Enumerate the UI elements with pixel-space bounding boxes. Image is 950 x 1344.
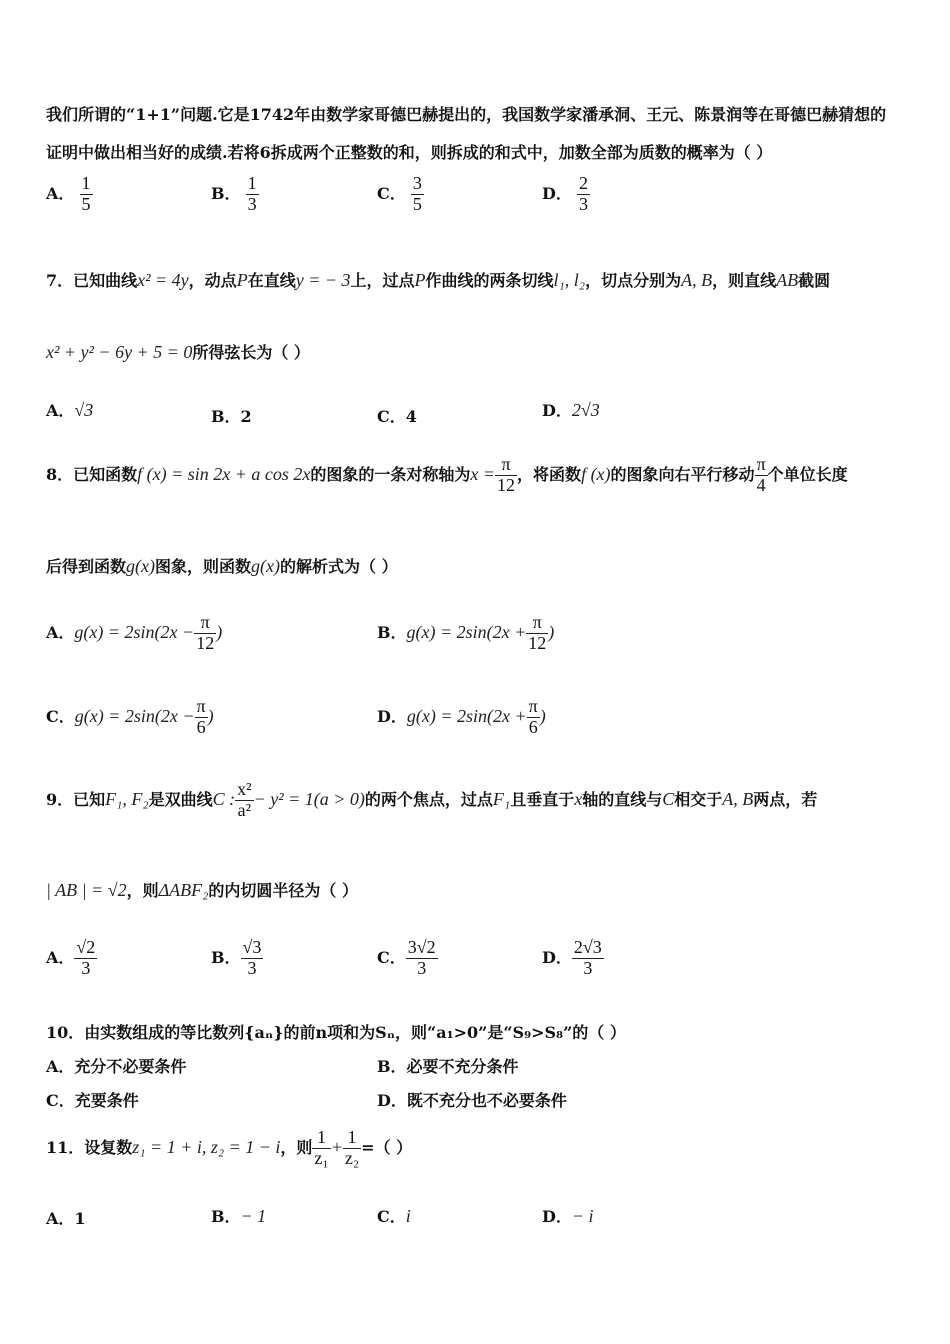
- q6-option-a[interactable]: [46, 174, 93, 215]
- fraction: $\frac{2√3}{3}$: [573, 937, 602, 978]
- q8-option-c[interactable]: C．g(x) = 2sin(2x − $\frac{\pi}{6}$ ): [46, 696, 214, 737]
- q11-option-c[interactable]: C．i: [377, 1206, 411, 1226]
- fraction: $\frac{\pi}{12}$: [497, 454, 516, 495]
- q10-option-a[interactable]: A．充分不必要条件: [46, 1057, 187, 1076]
- q8-stem-line1: 8．已知函数f (x) = sin 2x + a cos 2x的图象的一条对称轴为x = $\frac{\pi}{12}$ ，将函数f (x)的图象向右平行移动 $\frac{\pi}{4}$ 个单位长度: [46, 454, 848, 495]
- fraction: $\frac{1}{5}$: [81, 173, 91, 214]
- fraction: $\frac{1}{3}$: [247, 173, 257, 214]
- q9-option-a[interactable]: A． $\frac{√2}{3}$: [46, 937, 96, 978]
- q7-option-c[interactable]: C．4: [377, 407, 417, 426]
- q7-stem-line1: 7．已知曲线x² = 4y，动点P在直线y = − 3上，过点P作曲线的两条切线l₁, l₂，切点分别为A, B，则直线AB截圆: [46, 270, 831, 290]
- q9-option-c[interactable]: C． $\frac{3√2}{3}$: [377, 937, 436, 978]
- q9-option-d[interactable]: D． $\frac{2√3}{3}$: [542, 937, 602, 978]
- fraction: $\frac{1}{\text{z₁}}$: [314, 1127, 329, 1168]
- q6-option-c[interactable]: [377, 174, 424, 215]
- q8-stem-line2: 后得到函数g(x)图象，则函数g(x)的解析式为（ ）: [46, 556, 398, 576]
- option-label: A．: [46, 183, 75, 203]
- option-label: B．: [211, 183, 241, 203]
- q7-option-b[interactable]: B．2: [211, 407, 252, 426]
- q10-option-b[interactable]: B．必要不充分条件: [377, 1057, 519, 1076]
- q6-option-d[interactable]: [542, 174, 590, 215]
- q10-option-c[interactable]: C．充要条件: [46, 1091, 139, 1110]
- fraction: $\frac{\pi}{12}$: [196, 612, 215, 653]
- fraction: $\frac{\pi}{6}$: [528, 696, 538, 737]
- fraction: $\frac{√2}{3}$: [76, 937, 96, 978]
- fraction: $\frac{3√2}{3}$: [407, 937, 436, 978]
- q10-stem: 10．由实数组成的等比数列{aₙ}的前n项和为Sₙ，则“a₁>0”是“S₉>S₈”的（ ）: [46, 1023, 626, 1042]
- fraction: $\frac{2}{3}$: [578, 173, 588, 214]
- q8-option-b[interactable]: B．g(x) = 2sin(2x + $\frac{\pi}{12}$ ): [377, 612, 555, 653]
- q11-option-b[interactable]: B．− 1: [211, 1206, 267, 1226]
- q9-option-b[interactable]: B． $\frac{√3}{3}$: [211, 937, 262, 978]
- fraction: $\frac{\pi}{4}$: [756, 454, 766, 495]
- option-label: D．: [542, 183, 572, 203]
- q10-option-d[interactable]: D．既不充分也不必要条件: [377, 1091, 567, 1110]
- q11-stem: 11．设复数z₁ = 1 + i, z₂ = 1 − i，则 $\frac{1}{\text{z₁}}$ + $\frac{1}{\text{z₂}}$ =（ ）: [46, 1127, 413, 1168]
- q6-stem-line2: 证明中做出相当好的成绩.若将6拆成两个正整数的和，则拆成的和式中，加数全部为质数的概率为（ ）: [46, 143, 773, 162]
- q8-option-d[interactable]: D．g(x) = 2sin(2x + $\frac{\pi}{6}$ ): [377, 696, 546, 737]
- fraction: $\frac{√3}{3}$: [242, 937, 262, 978]
- fraction: $\frac{3}{5}$: [412, 173, 422, 214]
- fraction: $\frac{\pi}{6}$: [196, 696, 206, 737]
- fraction: $\frac{\pi}{12}$: [528, 612, 547, 653]
- q7-option-a[interactable]: A．√3: [46, 400, 94, 420]
- q9-stem-line1: 9．已知F₁, F₂是双曲线C : $\frac{\text{x²}}{\text{a²}}$ − y² = 1(a > 0)的两个焦点，过点F₁且垂直于x轴的直线与C相交于A, B两点，若: [46, 779, 818, 820]
- q11-option-a[interactable]: A．1: [46, 1209, 86, 1228]
- option-label: C．: [377, 183, 406, 203]
- q6-option-b[interactable]: [211, 174, 259, 215]
- q6-stem-line1: 我们所谓的“1+1”问题.它是1742年由数学家哥德巴赫提出的，我国数学家潘承洞、王元、陈景润等在哥德巴赫猜想的: [46, 105, 887, 124]
- fraction: $\frac{1}{\text{z₂}}$: [344, 1127, 360, 1168]
- q7-option-d[interactable]: D．2√3: [542, 400, 600, 420]
- q8-option-a[interactable]: A．g(x) = 2sin(2x − $\frac{\pi}{12}$ ): [46, 612, 223, 653]
- q9-stem-line2: | AB | = √2，则ΔABF₂的内切圆半径为（ ）: [46, 880, 358, 900]
- q7-stem-line2: x² + y² − 6y + 5 = 0所得弦长为（ ）: [46, 342, 310, 362]
- fraction: $\frac{\text{x²}}{\text{a²}}$: [237, 779, 252, 820]
- q11-option-d[interactable]: D．− i: [542, 1206, 594, 1226]
